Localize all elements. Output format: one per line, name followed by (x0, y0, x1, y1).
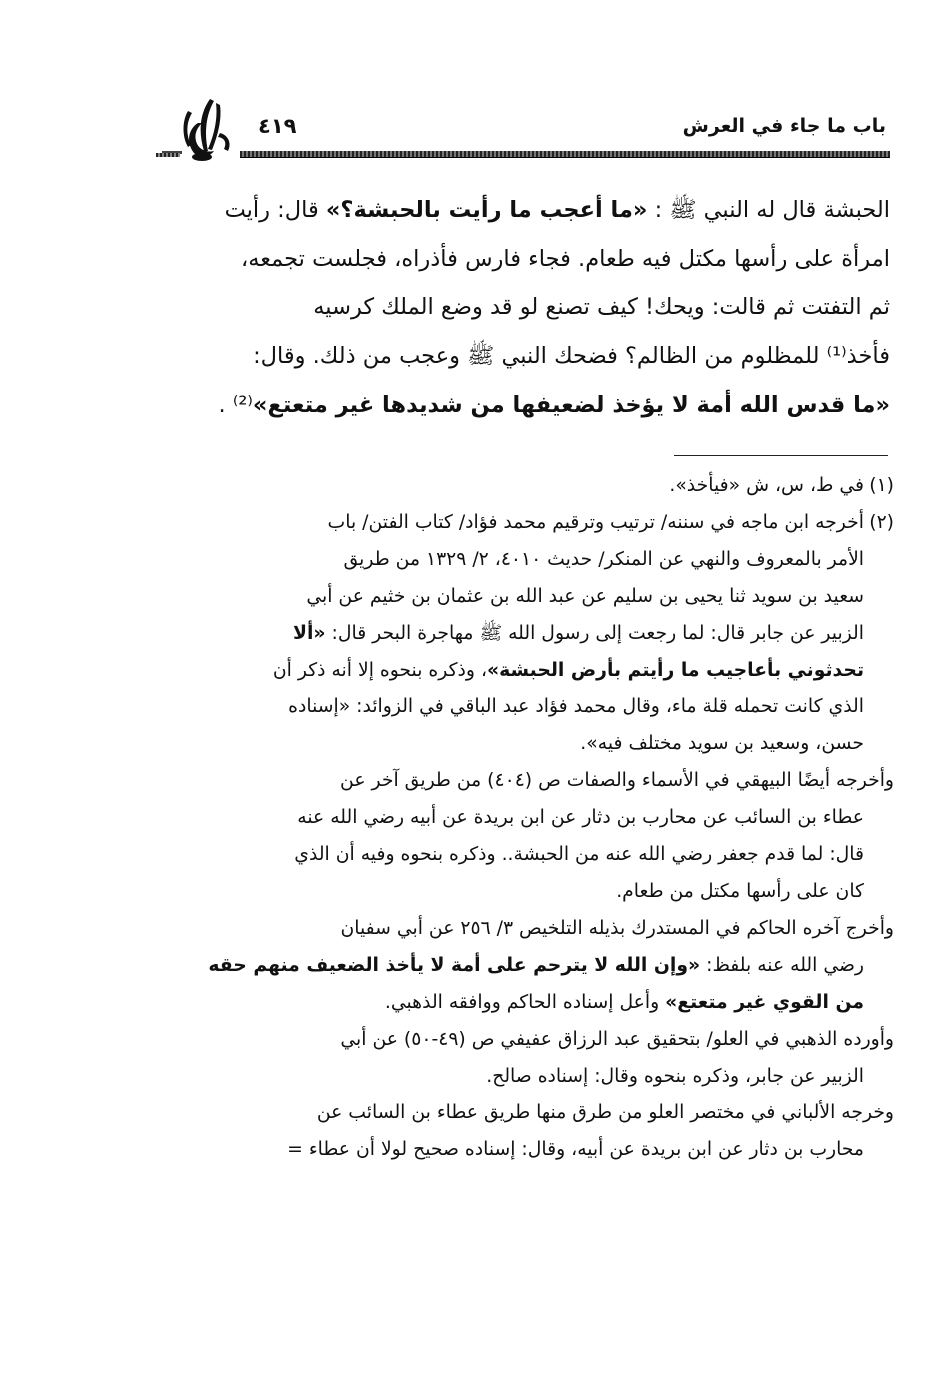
text-segment: الزبير عن جابر قال: لما رجعت إلى رسول الله ﷺ مهاجرة البحر قال: (325, 622, 864, 644)
footnote-line (160, 616, 894, 653)
text-segment: قال: لما قدم جعفر رضي الله عنه من الحبشة.. وذكره بنحوه وفيه أن الذي (294, 844, 864, 866)
text-segment: حسن، وسعيد بن سويد مختلف فيه». (580, 733, 864, 755)
footnote-line (160, 1095, 894, 1132)
footnote-line (160, 837, 894, 874)
bold-quote-text: تحدثوني بأعاجيب ما رأيتم بأرض الحبشة» (487, 659, 864, 681)
text-segment: سعيد بن سويد ثنا يحيى بن سليم عن عبد الله بن عثمان بن خثيم عن أبي (306, 585, 864, 607)
text-segment: قال: رأيت (224, 197, 326, 223)
text-segment: الذي كانت تحمله قلة ماء، وقال محمد فؤاد عبد الباقي في الزوائد: «إسناده (288, 696, 864, 718)
main-text-line (166, 332, 890, 381)
text-segment: الأمر بالمعروف والنهي عن المنكر/ حديث ٤٠١٠، ٢/ ١٣٢٩ من طريق (343, 548, 864, 570)
footnote-line (160, 911, 894, 948)
text-segment: أخرجه ابن ماجه في سننه/ ترتيب وترقيم محمد فؤاد/ كتاب الفتن/ باب (327, 511, 864, 533)
footnote-line (160, 948, 894, 985)
footnote-separator (674, 455, 888, 456)
footnote-line (160, 579, 894, 616)
main-text-line (166, 381, 890, 430)
main-text-line (166, 235, 890, 284)
bold-quote-text: «وإن الله لا يترحم على أمة لا يأخذ الضعيف منهم حقه (208, 954, 701, 976)
text-segment: وأورده الذهبي في العلو/ بتحقيق عبد الرزاق عفيفي ص (٤٩-٥٠) عن أبي (340, 1028, 894, 1050)
footnote-line (160, 763, 894, 800)
header-rule (240, 151, 890, 158)
text-segment: وأعل إسناده الحاكم ووافقه الذهبي. (384, 991, 666, 1013)
footnote-line (160, 505, 894, 542)
main-text-line (166, 283, 890, 332)
text-segment: رضي الله عنه بلفظ: (700, 954, 864, 976)
footnote-number: (٢) (869, 511, 894, 533)
bold-quote-text: من القوي غير متعتع» (665, 991, 864, 1013)
text-segment: وأخرجه أيضًا البيهقي في الأسماء والصفات ص (٤٠٤) من طريق آخر عن (340, 770, 894, 792)
header-rule-end (156, 153, 180, 157)
footnote-line (160, 1059, 894, 1096)
text-segment: الزبير عن جابر، وذكره بنحوه وقال: إسناده صالح. (486, 1065, 864, 1087)
text-segment: امرأة على رأسها مكتل فيه طعام. فجاء فارس فأذراه، فجلست تجمعه، (240, 245, 890, 272)
text-segment: وخرجه الألباني في مختصر العلو من طرق منها طريق عطاء بن السائب عن (316, 1102, 894, 1124)
footnotes (160, 468, 894, 1169)
footnote-line (160, 1132, 894, 1169)
footnote-line (160, 689, 894, 726)
main-text (166, 186, 890, 430)
bold-quote-text: «ألا (292, 622, 326, 644)
footnote-number: (١) (869, 475, 894, 496)
text-segment: ، وذكره بنحوه إلا أنه ذكر أن (272, 659, 488, 681)
main-text-line (166, 186, 890, 235)
footnote-line (160, 800, 894, 837)
footnote-line (160, 542, 894, 579)
page-number: ٤١٩ (258, 114, 297, 138)
footnote-line (160, 985, 894, 1022)
text-segment: الحبشة قال له النبي ﷺ : (647, 197, 890, 223)
footnote-line (160, 653, 894, 690)
footnote-line (160, 468, 894, 505)
text-segment: عطاء بن السائب عن محارب بن دثار عن ابن بريدة عن أبيه رضي الله عنه (297, 807, 864, 829)
text-segment: ⁽²⁾ . (218, 391, 253, 418)
text-segment: ثم التفتت ثم قالت: ويحك! كيف تصنع لو قد وضع الملك كرسيه (313, 294, 890, 321)
footnote-line (160, 726, 894, 763)
text-segment: فأخذ⁽¹⁾ للمظلوم من الظالم؟ فضحك النبي ﷺ وعجب من ذلك. وقال: (253, 343, 890, 370)
bold-quote-text: «ما أعجب ما رأيت بالحبشة؟» (325, 197, 648, 223)
footnote-line (160, 874, 894, 911)
text-segment: وأخرج آخره الحاكم في المستدرك بذيله التلخيص ٣/ ٢٥٦ عن أبي سفيان (340, 917, 894, 939)
text-segment: كان على رأسها مكتل من طعام. (616, 880, 864, 902)
text-segment: محارب بن دثار عن ابن بريدة عن أبيه، وقال: إسناده صحيح لولا أن عطاء = (287, 1139, 864, 1161)
footnote-line (160, 1022, 894, 1059)
chapter-title: باب ما جاء في العرش (682, 115, 886, 137)
text-segment: في ط، س، ش «فيأخذ». (669, 475, 864, 496)
bold-quote-text: «ما قدس الله أمة لا يؤخذ لضعيفها من شديدها غير متعتع» (252, 391, 890, 418)
